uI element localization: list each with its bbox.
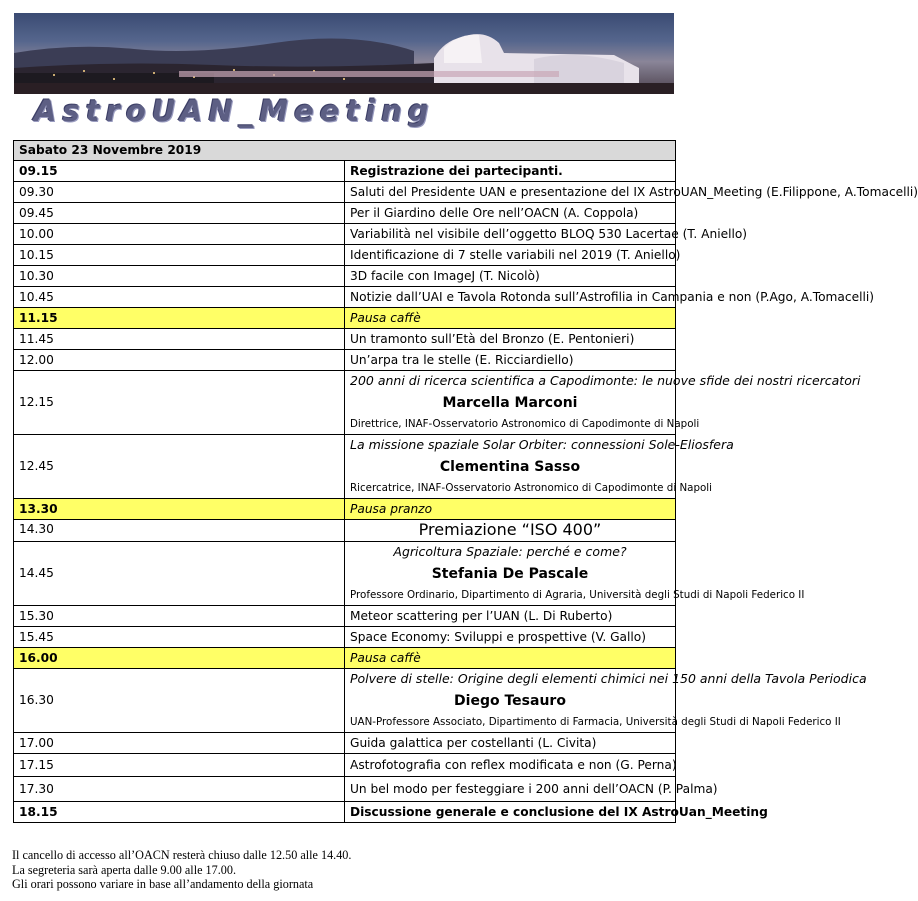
schedule-row <box>14 161 676 182</box>
schedule-row <box>14 754 676 777</box>
speaker-affiliation: Direttrice, INAF-Osservatorio Astronomico di Capodimonte di Napoli <box>350 418 700 430</box>
schedule-table <box>13 140 918 823</box>
talk-cell <box>345 669 867 733</box>
time-cell: 10.45 <box>14 287 345 308</box>
time-cell: 12.15 <box>14 371 345 435</box>
talk-topic: 200 anni di ricerca scientifica a Capodimonte: le nuove sfide dei nostri ricercatori <box>350 373 861 388</box>
activity-cell: Per il Giardino delle Ore nell’OACN (A. Coppola) <box>345 203 676 224</box>
speaker-affiliation: Ricercatrice, INAF-Osservatorio Astronomico di Capodimonte di Napoli <box>350 482 713 494</box>
activity-cell: Un tramonto sull’Età del Bronzo (E. Pentonieri) <box>345 329 676 350</box>
time-cell: 10.15 <box>14 245 345 266</box>
time-cell: 09.15 <box>14 161 345 182</box>
activity-cell: Registrazione dei partecipanti. <box>345 161 676 182</box>
time-cell: 12.45 <box>14 435 345 499</box>
break-label: Pausa caffè <box>345 308 676 329</box>
time-cell: 10.30 <box>14 266 345 287</box>
talk-cell <box>345 542 805 606</box>
talk-row <box>14 542 676 606</box>
schedule-row <box>14 777 676 802</box>
time-cell: 16.00 <box>14 648 345 669</box>
schedule-row <box>14 733 676 754</box>
break-label: Pausa caffè <box>345 648 676 669</box>
talk-row <box>14 371 676 435</box>
time-cell: 18.15 <box>14 802 345 823</box>
talk-topic: Polvere di stelle: Origine degli elementi chimici nei 150 anni della Tavola Periodica <box>350 671 867 686</box>
schedule-row <box>14 203 676 224</box>
schedule-row <box>14 266 676 287</box>
schedule-row <box>14 287 676 308</box>
event-logo <box>14 94 674 130</box>
speaker-name: Stefania De Pascale <box>431 566 589 582</box>
break-row <box>14 499 676 520</box>
note-gate: Il cancello di accesso all’OACN resterà chiuso dalle 12.50 alle 14.40. <box>12 848 352 862</box>
schedule-row <box>14 350 676 371</box>
speaker-name: Clementina Sasso <box>439 459 581 475</box>
activity-cell: Un bel modo per festeggiare i 200 anni dell’OACN (P. Palma) <box>345 777 676 802</box>
time-cell: 16.30 <box>14 669 345 733</box>
talk-row <box>14 669 676 733</box>
date-header: Sabato 23 Novembre 2019 <box>14 141 676 161</box>
schedule-row <box>14 606 676 627</box>
time-cell: 10.00 <box>14 224 345 245</box>
speaker-affiliation: Professore Ordinario, Dipartimento di Agraria, Università degli Studi di Napoli Federico II <box>350 589 805 601</box>
note-times: Gli orari possono variare in base all’andamento della giornata <box>12 877 314 891</box>
time-cell: 17.30 <box>14 777 345 802</box>
activity-cell: Astrofotografia con reflex modificata e non (G. Perna) <box>345 754 676 777</box>
talk-cell <box>345 371 861 435</box>
award-row <box>14 520 676 542</box>
award-title: Premiazione “ISO 400” <box>418 520 602 539</box>
speaker-name: Diego Tesauro <box>454 693 566 709</box>
schedule-row <box>14 627 676 648</box>
break-row <box>14 648 676 669</box>
time-cell: 15.45 <box>14 627 345 648</box>
award-cell <box>345 520 676 542</box>
break-label: Pausa pranzo <box>345 499 676 520</box>
event-logo-text: AstroUAN_Meeting <box>34 94 435 128</box>
activity-cell: Saluti del Presidente UAN e presentazione del IX AstroUAN_Meeting (E.Filippone, A.Tomacelli) <box>345 182 676 203</box>
note-secretariat: La segreteria sarà aperta dalle 9.00 alle 17.00. <box>12 862 237 877</box>
time-cell: 13.30 <box>14 499 345 520</box>
activity-cell: 3D facile con ImageJ (T. Nicolò) <box>345 266 676 287</box>
schedule-row <box>14 245 676 266</box>
schedule-row <box>14 224 676 245</box>
observatory-banner-image <box>14 13 674 94</box>
speaker-name: Marcella Marconi <box>442 395 578 411</box>
time-cell: 11.15 <box>14 308 345 329</box>
time-cell: 12.00 <box>14 350 345 371</box>
time-cell: 15.30 <box>14 606 345 627</box>
talk-topic: La missione spaziale Solar Orbiter: connessioni Sole-Eliosfera <box>350 437 734 452</box>
schedule-row <box>14 802 676 823</box>
time-cell: 14.30 <box>14 520 345 542</box>
time-cell: 17.15 <box>14 754 345 777</box>
activity-cell: Variabilità nel visibile dell’oggetto BLOQ 530 Lacertae (T. Aniello) <box>345 224 676 245</box>
activity-cell: Space Economy: Sviluppi e prospettive (V. Gallo) <box>345 627 676 648</box>
talk-topic: Agricoltura Spaziale: perché e come? <box>393 544 627 559</box>
date-header-row <box>14 141 676 161</box>
activity-cell: Notizie dall’UAI e Tavola Rotonda sull’Astrofilia in Campania e non (P.Ago, A.Tomacelli) <box>345 287 676 308</box>
talk-cell <box>345 435 734 499</box>
time-cell: 14.45 <box>14 542 345 606</box>
talk-row <box>14 435 676 499</box>
time-cell: 17.00 <box>14 733 345 754</box>
speaker-affiliation: UAN-Professore Associato, Dipartimento di Farmacia, Università degli Studi di Napoli Federico II <box>350 716 841 728</box>
footer-notes <box>12 848 351 892</box>
schedule-row <box>14 182 676 203</box>
activity-cell: Guida galattica per costellanti (L. Civita) <box>345 733 676 754</box>
activity-cell: Discussione generale e conclusione del IX AstroUan_Meeting <box>345 802 676 823</box>
activity-cell: Identificazione di 7 stelle variabili nel 2019 (T. Aniello) <box>345 245 676 266</box>
schedule-row <box>14 329 676 350</box>
break-row <box>14 308 676 329</box>
time-cell: 11.45 <box>14 329 345 350</box>
time-cell: 09.45 <box>14 203 345 224</box>
activity-cell: Meteor scattering per l’UAN (L. Di Ruberto) <box>345 606 676 627</box>
time-cell: 09.30 <box>14 182 345 203</box>
activity-cell: Un’arpa tra le stelle (E. Ricciardiello) <box>345 350 676 371</box>
